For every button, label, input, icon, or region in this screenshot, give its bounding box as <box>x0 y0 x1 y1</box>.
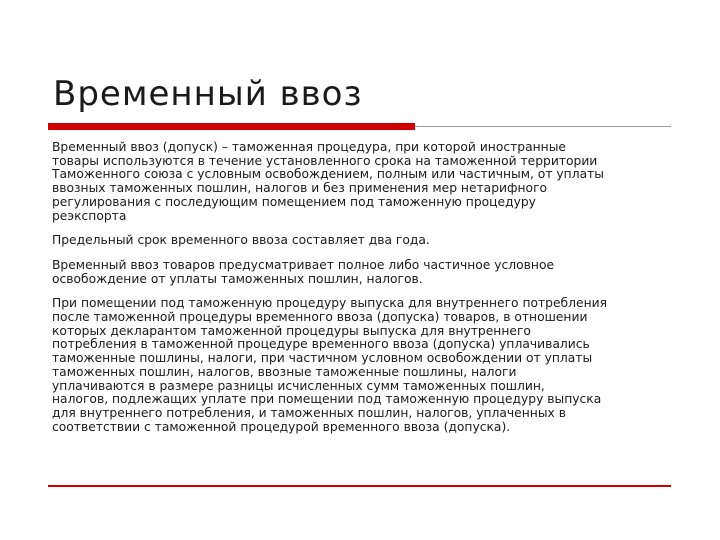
paragraph-time-limit: Предельный срок временного ввоза составляет два года. <box>52 233 430 248</box>
title-underline-red <box>48 123 415 130</box>
bottom-rule <box>48 485 671 487</box>
slide-title: Временный ввоз <box>53 74 363 114</box>
slide-body <box>52 141 672 445</box>
paragraph-definition: Временный ввоз (допуск) – таможенная процедура, при которой иностранные товары используются в течение установленного срока на таможенной территории Таможенного союза с условным освобождением, полным или частичным, от уплаты ввозных таможенных пошлин, налогов и без применения мер нетарифного регулирования с последующим помещением под таможенную процедуру реэкспорта <box>52 140 604 223</box>
title-underline-gray <box>415 126 671 127</box>
paragraph-release: При помещении под таможенную процедуру выпуска для внутреннего потребления после таможенной процедуры временного ввоза (допуска) товаров, в отношении которых декларантом таможенной процедуры выпуска для внутреннего потребления в таможенной процедуре временного ввоза (допуска) уплачивались таможенные пошлины, налоги, при частичном условном освобождении от уплаты таможенных пошлин, налогов, ввозные таможенные пошлины, налоги уплачиваются в размере разницы исчисленных сумм таможенных пошлин, налогов, подлежащих уплате при помещении под таможенную процедуру выпуска для внутреннего потребления, и таможенных пошлин, налогов, уплаченных в соответствии с таможенной процедурой временного ввоза (допуска). <box>52 296 607 434</box>
paragraph-exemption: Временный ввоз товаров предусматривает полное либо частичное условное освобождение от уплаты таможенных пошлин, налогов. <box>52 257 555 286</box>
